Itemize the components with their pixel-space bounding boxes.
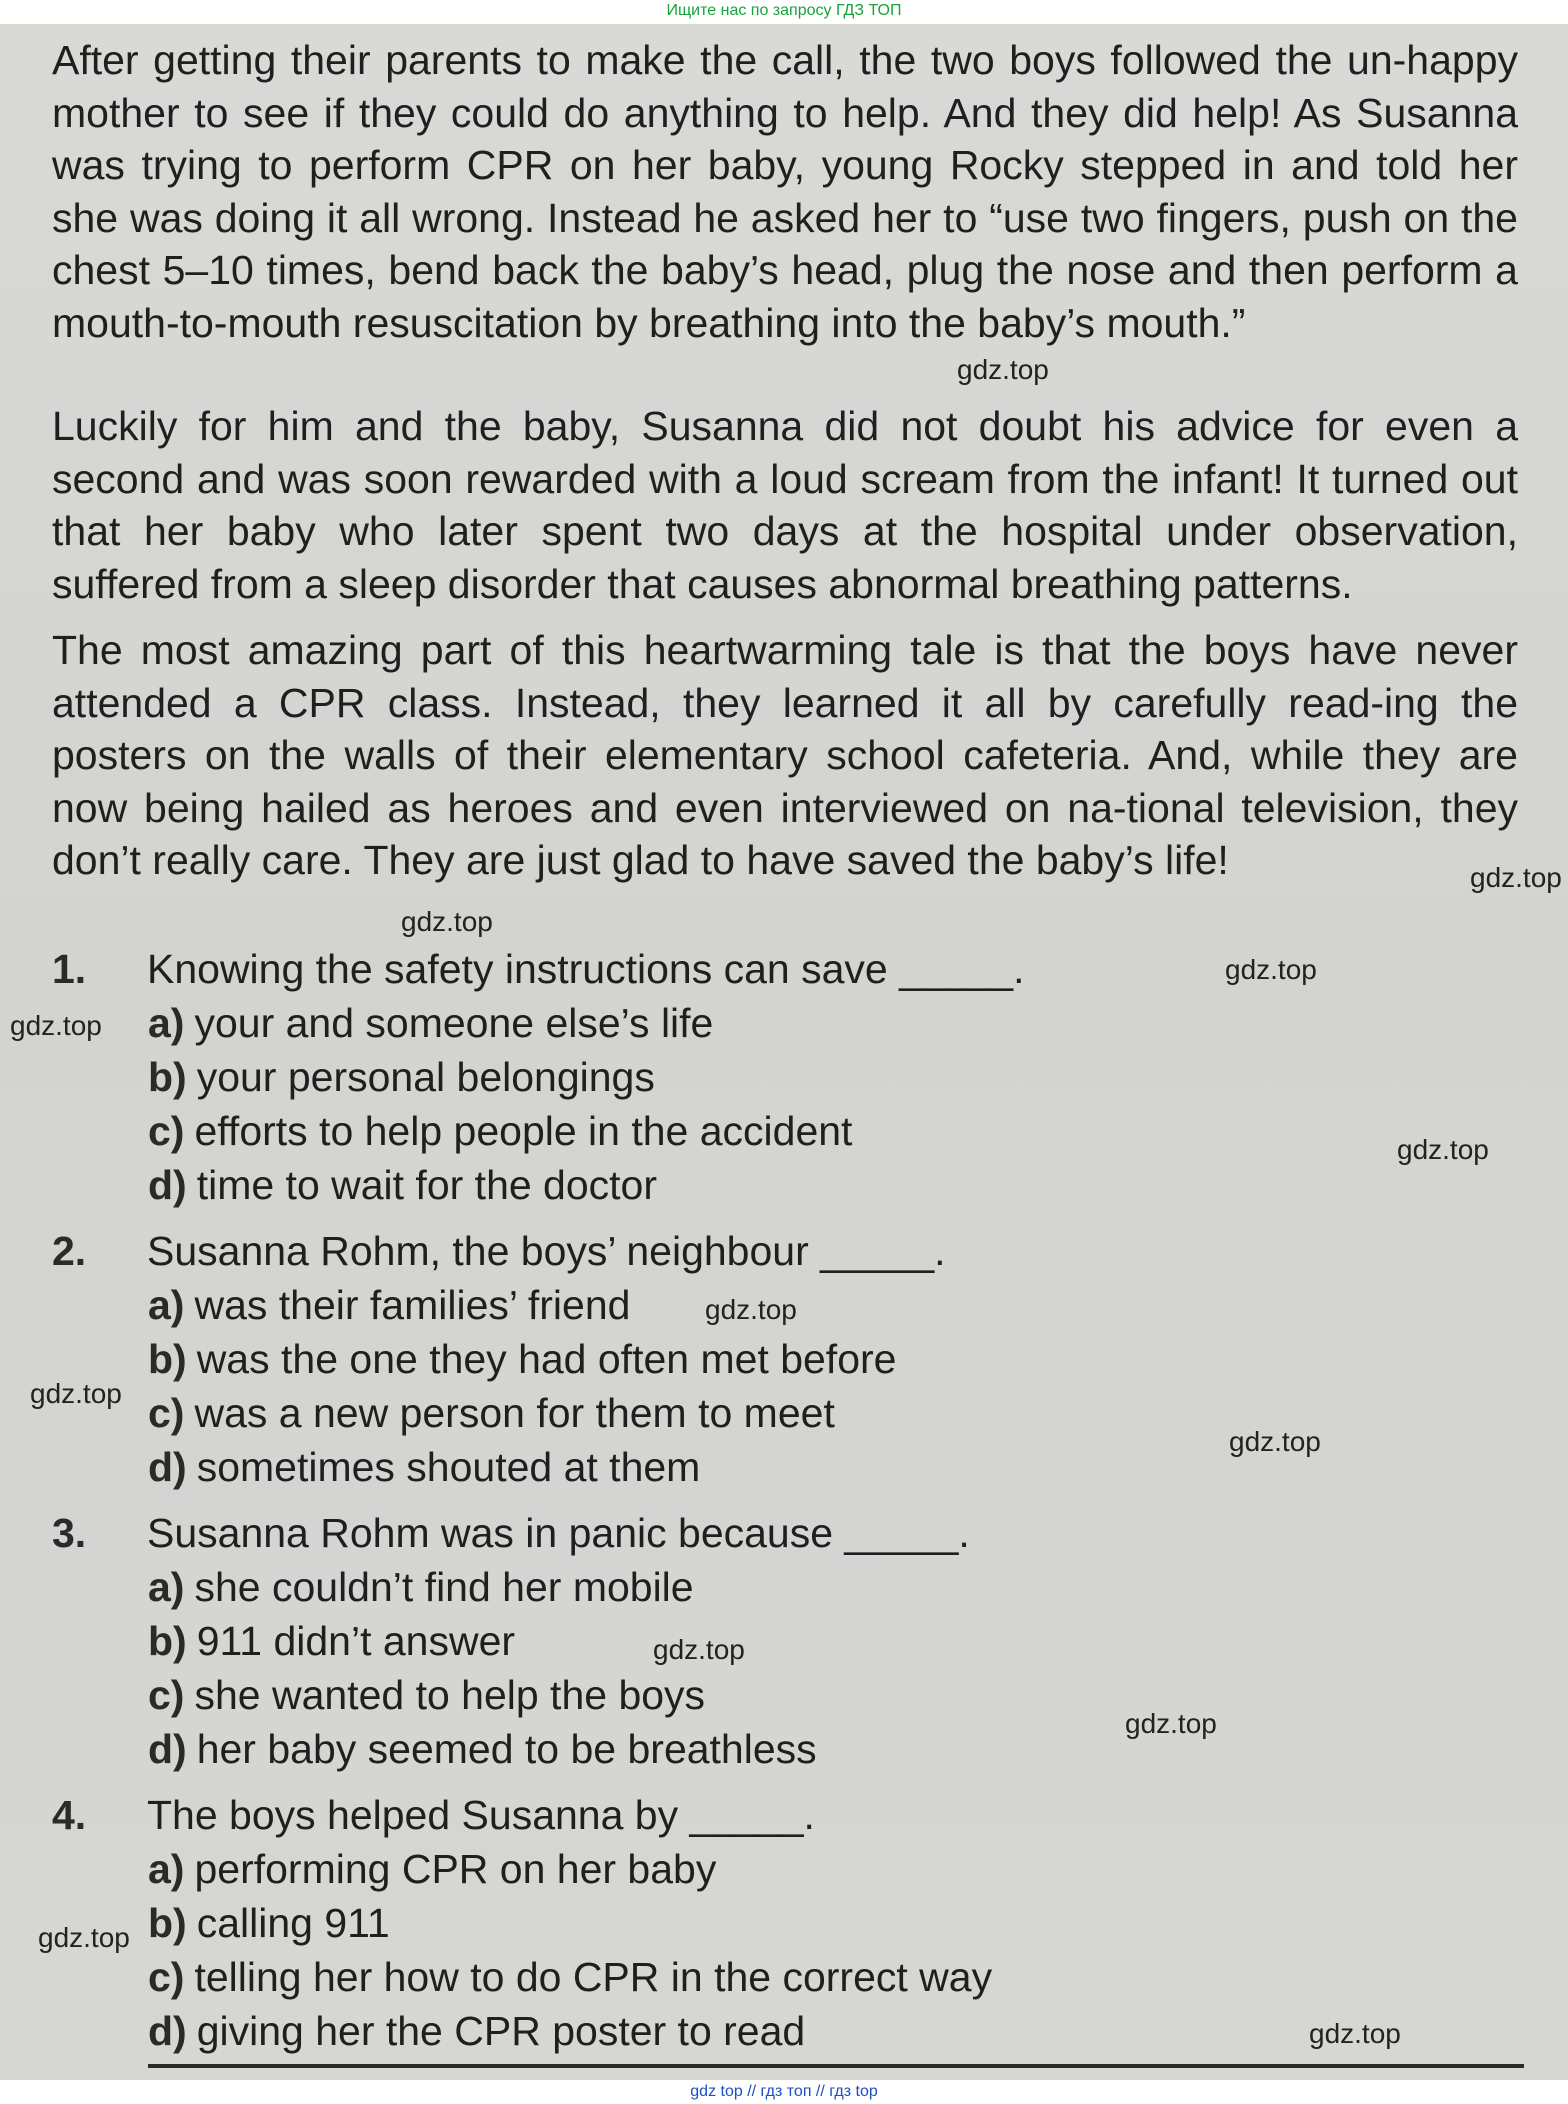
option-2b	[148, 1332, 1298, 1386]
watermark: gdz.top	[957, 354, 1049, 385]
watermark: gdz.top	[1125, 1708, 1217, 1739]
watermark: gdz.top	[30, 1378, 122, 1409]
question-number: 1.	[52, 946, 87, 992]
watermark: gdz.top	[1470, 862, 1562, 893]
option-text: she couldn’t find her mobile	[194, 1564, 694, 1610]
option-letter: d)	[148, 1726, 187, 1772]
question-number: 4.	[52, 1792, 87, 1838]
question-text: Knowing the safety instructions can save _____.	[147, 946, 1025, 992]
option-3a	[148, 1560, 1298, 1614]
question-text: Susanna Rohm, the boys’ neighbour _____.	[147, 1228, 946, 1274]
watermark: gdz.top	[705, 1294, 797, 1325]
watermark: gdz.top	[10, 1010, 102, 1041]
textbook-page	[0, 24, 1568, 2080]
footer-banner[interactable]: gdz top // гдз топ // гдз top	[0, 2080, 1568, 2104]
option-letter: b)	[148, 1900, 187, 1946]
watermark: gdz.top	[1225, 954, 1317, 985]
option-letter: b)	[148, 1336, 187, 1382]
option-letter: c)	[148, 1390, 185, 1436]
question-4	[52, 1788, 1252, 1842]
bottom-divider	[148, 2064, 1524, 2068]
option-letter: b)	[148, 1618, 187, 1664]
option-letter: b)	[148, 1054, 187, 1100]
option-text: efforts to help people in the accident	[194, 1108, 853, 1154]
question-3	[52, 1506, 1252, 1560]
option-text: time to wait for the doctor	[196, 1162, 658, 1208]
option-4a	[148, 1842, 1298, 1896]
question-2	[52, 1224, 1252, 1278]
option-text: calling 911	[196, 1900, 390, 1946]
watermark: gdz.top	[38, 1922, 130, 1953]
watermark: gdz.top	[1397, 1134, 1489, 1165]
option-letter: a)	[148, 1564, 185, 1610]
watermark: gdz.top	[1309, 2018, 1401, 2049]
option-text: was a new person for them to meet	[194, 1390, 835, 1436]
option-2c	[148, 1386, 1298, 1440]
option-text: sometimes shouted at them	[196, 1444, 701, 1490]
option-text: your and someone else’s life	[194, 1000, 714, 1046]
option-1c	[148, 1104, 1298, 1158]
question-text: Susanna Rohm was in panic because _____.	[147, 1510, 970, 1556]
option-letter: c)	[148, 1108, 185, 1154]
option-text: 911 didn’t answer	[196, 1618, 516, 1664]
option-text: was their families’ friend	[194, 1282, 631, 1328]
option-4c	[148, 1950, 1298, 2004]
option-letter: a)	[148, 1282, 185, 1328]
option-letter: c)	[148, 1672, 185, 1718]
option-4b	[148, 1896, 1298, 1950]
option-letter: a)	[148, 1846, 185, 1892]
option-text: her baby seemed to be breathless	[196, 1726, 817, 1772]
option-text: was the one they had often met before	[196, 1336, 897, 1382]
option-2d	[148, 1440, 1298, 1494]
option-text: your personal belongings	[196, 1054, 655, 1100]
story-paragraph-2: Luckily for him and the baby, Susanna did not doubt his advice for even a second and was soon rewarded with a loud scream from the infant! It turned out that her baby who later spent two days at the hospital under observation, suffered from a sleep disorder that causes abnormal breathing patterns.	[52, 403, 1518, 607]
option-text: telling her how to do CPR in the correct way	[194, 1954, 993, 2000]
option-1b	[148, 1050, 1298, 1104]
option-1a	[148, 996, 1298, 1050]
watermark: gdz.top	[401, 906, 493, 937]
option-1d	[148, 1158, 1298, 1212]
option-text: giving her the CPR poster to read	[196, 2008, 806, 2054]
question-1	[52, 942, 1252, 996]
option-letter: c)	[148, 1954, 185, 2000]
option-letter: d)	[148, 1162, 187, 1208]
question-number: 3.	[52, 1510, 87, 1556]
option-text: she wanted to help the boys	[194, 1672, 706, 1718]
story-paragraph-1: After getting their parents to make the call, the two boys followed the un-happy mother to see if they could do anything to help. And they did help! As Susanna was trying to perform CPR on her baby, young Rocky stepped in and told her she was doing it all wrong. Instead he asked her to “use two fingers, push on the chest 5–10 times, bend back the baby’s head, plug the nose and then perform a mouth-to-mouth resuscitation by breathing into the baby’s mouth.”	[52, 37, 1518, 346]
option-text: performing CPR on her baby	[194, 1846, 717, 1892]
story-paragraph-3: The most amazing part of this heartwarming tale is that the boys have never attended a CPR class. Instead, they learned it all by carefully read-ing the posters on the walls of their elementary school cafeteria. And, while they are now being hailed as heroes and even interviewed on na-tional television, they don’t really care. They are just glad to have saved the baby’s life!	[52, 627, 1518, 883]
question-text: The boys helped Susanna by _____.	[147, 1792, 815, 1838]
option-4d	[148, 2004, 1298, 2058]
watermark: gdz.top	[653, 1634, 745, 1665]
option-letter: a)	[148, 1000, 185, 1046]
search-hint-banner[interactable]: Ищите нас по запросу ГДЗ ТОП	[0, 0, 1568, 24]
question-number: 2.	[52, 1228, 87, 1274]
watermark: gdz.top	[1229, 1426, 1321, 1457]
option-letter: d)	[148, 2008, 187, 2054]
option-letter: d)	[148, 1444, 187, 1490]
